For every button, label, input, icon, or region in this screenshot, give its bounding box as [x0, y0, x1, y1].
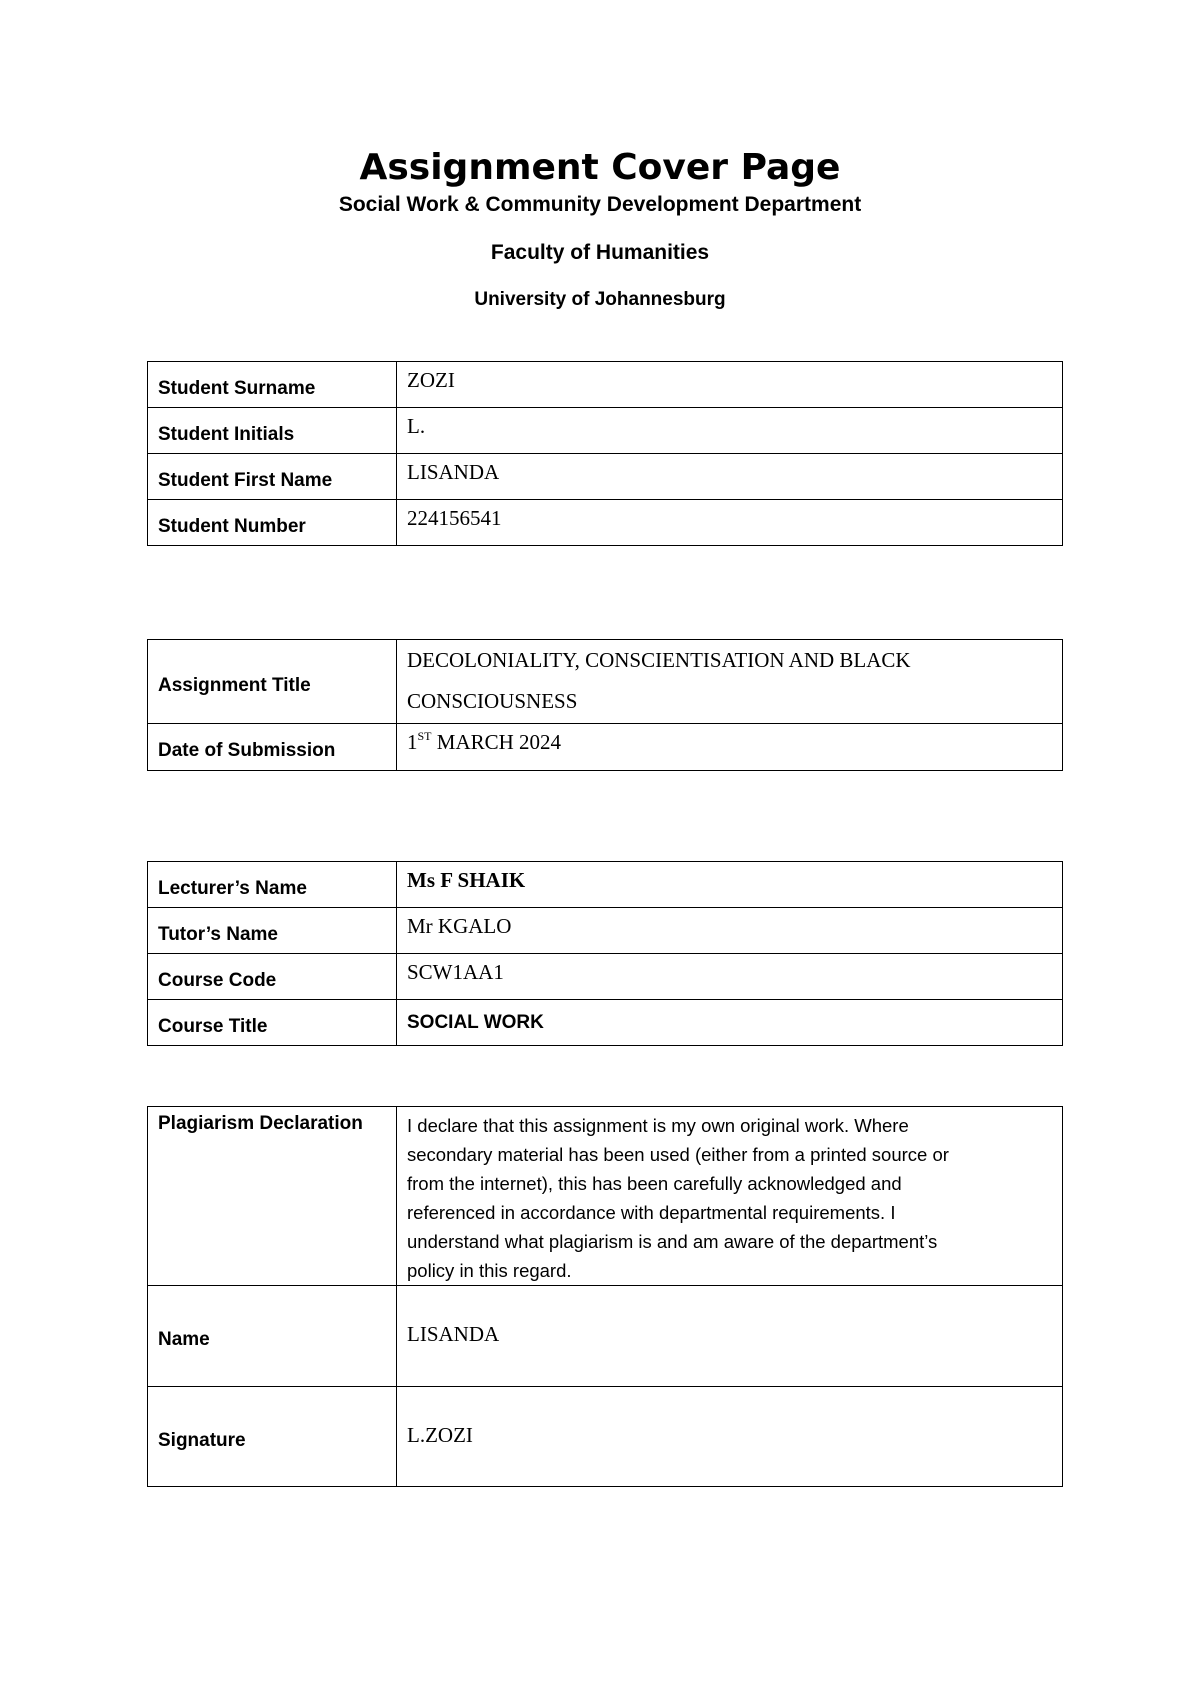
tutor-name-value: Mr KGALO — [397, 908, 1063, 954]
date-day: 1 — [407, 730, 418, 754]
table-row — [148, 362, 1063, 408]
signature-label: Signature — [148, 1387, 397, 1487]
signature-value: L.ZOZI — [397, 1387, 1063, 1487]
tutor-name-label: Tutor’s Name — [148, 908, 397, 954]
university-name: University of Johannesburg — [474, 289, 726, 310]
table-row — [148, 954, 1063, 1000]
declaration-name-label: Name — [148, 1286, 397, 1387]
plagiarism-declaration-text — [397, 1107, 1063, 1286]
student-number-label: Student Number — [148, 500, 397, 546]
table-row — [148, 408, 1063, 454]
table-row — [148, 908, 1063, 954]
declaration-line: I declare that this assignment is my own original work. Where — [407, 1115, 909, 1136]
student-first-name-label: Student First Name — [148, 454, 397, 500]
student-surname-value: ZOZI — [397, 362, 1063, 408]
table-row — [148, 1000, 1063, 1046]
student-details-table — [147, 361, 1063, 546]
assignment-details-table — [147, 639, 1063, 771]
assignment-title-value — [397, 640, 1063, 724]
date-suffix: ST — [417, 729, 432, 743]
department-name: Social Work & Community Development Department — [338, 193, 862, 216]
table-row — [148, 500, 1063, 546]
course-code-label: Course Code — [148, 954, 397, 1000]
plagiarism-declaration-table — [147, 1106, 1063, 1487]
declaration-name-value: LISANDA — [397, 1286, 1063, 1387]
faculty-name: Faculty of Humanities — [490, 241, 710, 264]
table-row — [148, 724, 1063, 771]
assignment-title-line: CONSCIOUSNESS — [407, 689, 578, 713]
date-month-year: MARCH 2024 — [431, 730, 562, 754]
course-code-value: SCW1AA1 — [397, 954, 1063, 1000]
student-first-name-value: LISANDA — [397, 454, 1063, 500]
course-title-value: SOCIAL WORK — [397, 1000, 1063, 1046]
course-title-label: Course Title — [148, 1000, 397, 1046]
table-row — [148, 640, 1063, 724]
student-initials-label: Student Initials — [148, 408, 397, 454]
table-row — [148, 454, 1063, 500]
student-surname-label: Student Surname — [148, 362, 397, 408]
student-number-value: 224156541 — [397, 500, 1063, 546]
student-initials-value: L. — [397, 408, 1063, 454]
submission-date-value — [397, 724, 1063, 771]
assignment-title-label: Assignment Title — [148, 640, 397, 724]
course-details-table — [147, 861, 1063, 1046]
plagiarism-declaration-label: Plagiarism Declaration — [148, 1107, 397, 1286]
declaration-line: understand what plagiarism is and am aware of the department’s — [407, 1231, 938, 1252]
lecturer-name-value: Ms F SHAIK — [397, 862, 1063, 908]
submission-date-label: Date of Submission — [148, 724, 397, 771]
assignment-title-line: DECOLONIALITY, CONSCIENTISATION AND BLACK — [407, 648, 911, 672]
declaration-line: referenced in accordance with departmental requirements. I — [407, 1202, 896, 1223]
declaration-line: secondary material has been used (either from a printed source or — [407, 1144, 949, 1165]
declaration-line: from the internet), this has been carefully acknowledged and — [407, 1173, 902, 1194]
lecturer-name-label: Lecturer’s Name — [148, 862, 397, 908]
declaration-line: policy in this regard. — [407, 1260, 572, 1281]
page-title: Assignment Cover Page — [359, 147, 841, 188]
table-row — [148, 1107, 1063, 1286]
table-row — [148, 1387, 1063, 1487]
table-row — [148, 862, 1063, 908]
table-row — [148, 1286, 1063, 1387]
